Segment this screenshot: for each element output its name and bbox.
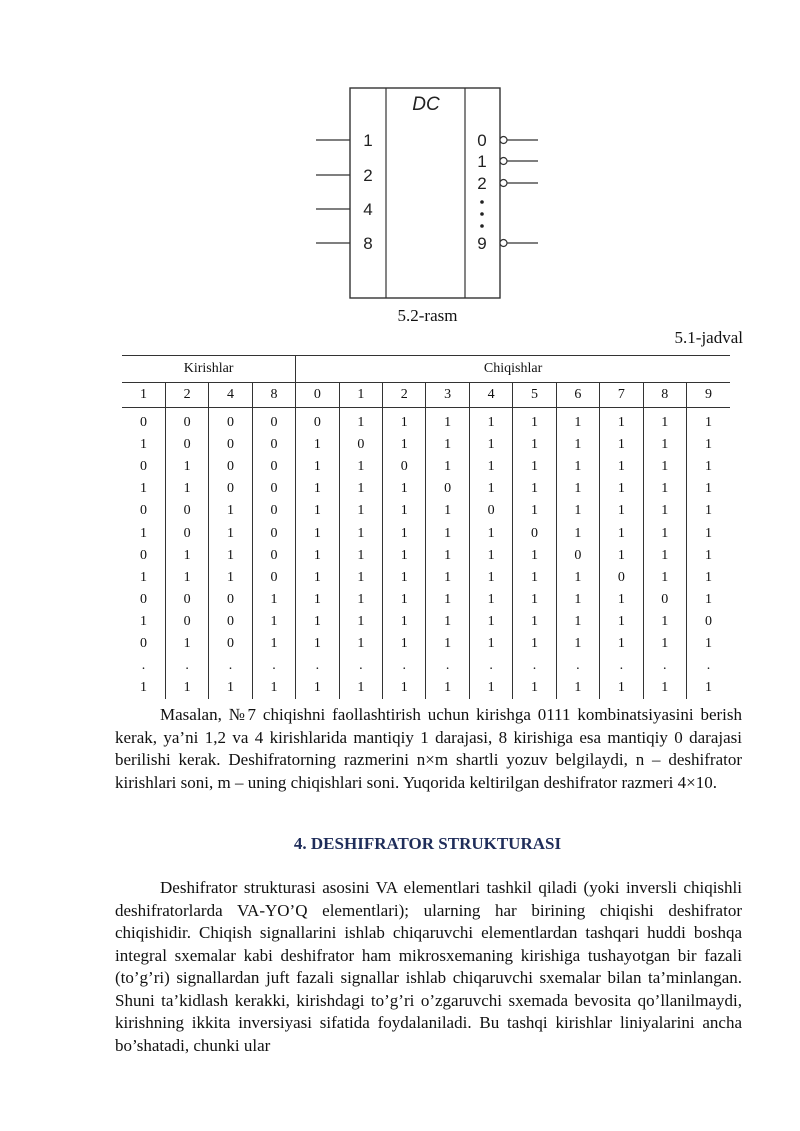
table-cell: 1 <box>600 677 643 699</box>
output-label-2: 2 <box>477 174 487 193</box>
decoder-block <box>350 88 500 298</box>
truth-table-container <box>122 355 730 699</box>
table-cell: 1 <box>383 434 426 456</box>
table-cell: 1 <box>513 589 556 611</box>
table-cell: 1 <box>704 503 712 519</box>
table-cell: 1 <box>469 478 512 500</box>
table-row <box>122 456 730 478</box>
table-cell: 1 <box>704 437 712 453</box>
table-cell: 1 <box>426 567 469 589</box>
table-cell: 0 <box>426 478 469 500</box>
table-cell: 0 <box>704 613 712 629</box>
output-label-9: 9 <box>477 234 487 253</box>
table-cell: 0 <box>209 478 252 500</box>
table-cell: 0 <box>122 589 165 611</box>
table-cell: 1 <box>600 522 643 544</box>
table-cell: 1 <box>252 677 295 699</box>
paragraph-2: Deshifrator strukturasi asosini VA elementlari tashkil qiladi (yoki inversli chiqishli deshifratorlarda VA-YO’Q elementlari); ularning har birining chiqishi deshifrator chiqishidir. Chiqish signallarini ishlab chiqaruvchi elementlardan tashqari huddi boshqa integral sxemalar kabi deshifrator ham mikrosxemaning kirishiga tushayotgan bir fazali (to’g’ri) signallardan juft fazali signallar ishlab chiqaruvchi sxemalar bilan ta’minlangan. Shuni ta’kidlash kerakki, kirishdagi to’g’ri o’zgaruvchi sxemada bevosita qo’llanilmaydi, kirishning ikkita inversiyasi sifatida foydalaniladi. Bu tashqi kirishlar liniyalarini ancha bo’shatadi, chunki ular <box>115 878 742 1055</box>
table-cell: 0 <box>165 589 208 611</box>
table-cell: 1 <box>426 633 469 655</box>
truth-table <box>122 355 730 699</box>
table-cell: 0 <box>252 545 295 567</box>
table-cell: 1 <box>383 500 426 522</box>
table-cell: 1 <box>296 545 339 567</box>
table-cell: 1 <box>426 677 469 699</box>
table-cell: 1 <box>556 408 599 435</box>
table-cell: 1 <box>469 545 512 567</box>
table-cell: 1 <box>426 434 469 456</box>
table-row <box>122 545 730 567</box>
table-cell: 1 <box>339 589 382 611</box>
table-cell: 0 <box>122 545 165 567</box>
table-cell: 0 <box>209 434 252 456</box>
table-cell: 1 <box>600 500 643 522</box>
table-cell: . <box>706 658 711 674</box>
table-cell: . <box>165 655 208 677</box>
table-cell: 1 <box>513 456 556 478</box>
table-cell: . <box>296 655 339 677</box>
table-cell: 1 <box>252 589 295 611</box>
table-cell: 1 <box>556 567 599 589</box>
table-cell: 1 <box>383 478 426 500</box>
table-cell: 1 <box>426 500 469 522</box>
table-cell: 1 <box>643 677 686 699</box>
table-row <box>122 408 730 435</box>
column-header-output: 8 <box>643 383 686 408</box>
input-label-2: 2 <box>363 166 373 185</box>
table-cell: 0 <box>252 522 295 544</box>
table-cell: 1 <box>513 500 556 522</box>
table-cell: 1 <box>643 478 686 500</box>
column-header-input: 2 <box>165 383 208 408</box>
table-cell: 0 <box>209 408 252 435</box>
table-cell: 0 <box>513 522 556 544</box>
table-cell: . <box>513 655 556 677</box>
table-cell: 0 <box>252 567 295 589</box>
table-cell: 1 <box>556 522 599 544</box>
table-cell: 1 <box>383 545 426 567</box>
table-cell: 1 <box>704 569 712 585</box>
table-cell: 1 <box>469 408 512 435</box>
table-cell: 1 <box>209 567 252 589</box>
table-cell: 1 <box>513 545 556 567</box>
table-cell: 1 <box>383 589 426 611</box>
table-cell: 1 <box>339 500 382 522</box>
table-cell: 1 <box>383 408 426 435</box>
table-cell: 1 <box>600 478 643 500</box>
table-cell: 0 <box>122 456 165 478</box>
table-cell: 1 <box>296 677 339 699</box>
table-cell: 1 <box>339 677 382 699</box>
table-cell: 1 <box>643 408 686 435</box>
table-cell: 1 <box>296 478 339 500</box>
table-cell: 1 <box>426 522 469 544</box>
table-cell: 1 <box>339 522 382 544</box>
table-cell: . <box>252 655 295 677</box>
column-header-output: 4 <box>469 383 512 408</box>
table-row <box>122 677 730 699</box>
table-cell: 1 <box>513 434 556 456</box>
table-cell: 1 <box>469 589 512 611</box>
column-header-output: 9 <box>686 383 730 408</box>
table-cell: 1 <box>513 408 556 435</box>
table-cell: 1 <box>556 500 599 522</box>
table-cell: . <box>383 655 426 677</box>
table-cell: 1 <box>643 434 686 456</box>
table-cell: 0 <box>252 500 295 522</box>
table-cell: . <box>209 655 252 677</box>
table-cell: 1 <box>556 611 599 633</box>
table-cell: 1 <box>704 680 712 696</box>
table-cell: 1 <box>704 635 712 651</box>
table-cell: 0 <box>122 408 165 435</box>
table-cell: 0 <box>252 434 295 456</box>
table-row <box>122 567 730 589</box>
table-cell: 0 <box>252 478 295 500</box>
table-cell: 1 <box>426 611 469 633</box>
table-cell: 1 <box>556 633 599 655</box>
table-cell: 1 <box>469 434 512 456</box>
table-row <box>122 500 730 522</box>
table-cell: 1 <box>643 456 686 478</box>
table-cell: . <box>469 655 512 677</box>
table-cell: . <box>122 655 165 677</box>
table-cell: 1 <box>296 456 339 478</box>
table-cell: 1 <box>426 589 469 611</box>
table-cell: 1 <box>339 611 382 633</box>
input-lines <box>316 140 350 243</box>
table-cell: 1 <box>339 478 382 500</box>
table-row <box>122 522 730 544</box>
table-cell: 0 <box>252 408 295 435</box>
table-cell: 1 <box>643 611 686 633</box>
table-cell: 1 <box>704 415 712 431</box>
table-cell: . <box>643 655 686 677</box>
decoder-diagram <box>300 80 560 310</box>
table-cell: 1 <box>600 589 643 611</box>
table-cell: 1 <box>296 567 339 589</box>
table-cell: 1 <box>383 522 426 544</box>
table-cell: 0 <box>165 611 208 633</box>
table-cell: 0 <box>122 500 165 522</box>
table-cell: 1 <box>469 456 512 478</box>
table-cell: 0 <box>165 500 208 522</box>
table-cell: 1 <box>296 434 339 456</box>
table-cell: 1 <box>209 522 252 544</box>
table-cell: 1 <box>600 408 643 435</box>
table-cell: 1 <box>165 456 208 478</box>
table-cell: 1 <box>165 478 208 500</box>
table-cell: 1 <box>383 633 426 655</box>
table-cell: 1 <box>122 434 165 456</box>
table-cell: 1 <box>339 545 382 567</box>
column-header-output: 7 <box>600 383 643 408</box>
table-cell: 1 <box>339 567 382 589</box>
input-label-1: 1 <box>363 131 373 150</box>
table-row <box>122 655 730 677</box>
paragraph-1-container <box>115 704 742 794</box>
table-cell: 0 <box>252 456 295 478</box>
table-cell: 1 <box>513 677 556 699</box>
table-cell: . <box>556 655 599 677</box>
table-cell: 1 <box>122 677 165 699</box>
table-cell: 1 <box>296 633 339 655</box>
table-cell: 1 <box>296 589 339 611</box>
table-cell: 1 <box>209 500 252 522</box>
table-cell: 1 <box>643 633 686 655</box>
table-row <box>122 434 730 456</box>
table-cell: 0 <box>165 408 208 435</box>
table-cell: 1 <box>165 633 208 655</box>
table-cell: 1 <box>209 677 252 699</box>
table-cell: 1 <box>426 545 469 567</box>
table-row <box>122 478 730 500</box>
table-cell: 1 <box>426 408 469 435</box>
table-cell: 1 <box>122 478 165 500</box>
section-heading: 4. DESHIFRATOR STRUKTURASI <box>293 834 562 853</box>
table-cell: 0 <box>165 434 208 456</box>
column-header-output: 2 <box>383 383 426 408</box>
table-cell: 1 <box>643 522 686 544</box>
table-cell: 1 <box>513 633 556 655</box>
table-cell: 0 <box>209 611 252 633</box>
table-cell: 1 <box>165 545 208 567</box>
table-cell: 1 <box>556 434 599 456</box>
output-lines <box>507 140 538 243</box>
decoder-title: DC <box>412 94 440 115</box>
table-cell: . <box>600 655 643 677</box>
table-cell: 1 <box>165 677 208 699</box>
input-label-8: 8 <box>363 234 373 253</box>
table-cell: 1 <box>600 611 643 633</box>
table-cell: 0 <box>209 589 252 611</box>
table-cell: 1 <box>165 567 208 589</box>
table-cell: 1 <box>209 545 252 567</box>
table-cell: 1 <box>704 525 712 541</box>
table-cell: 0 <box>469 500 512 522</box>
column-header-output: 0 <box>296 383 339 408</box>
table-cell: 1 <box>296 611 339 633</box>
table-cell: 1 <box>383 677 426 699</box>
table-row <box>122 633 730 655</box>
table-cell: 1 <box>296 522 339 544</box>
table-row <box>122 589 730 611</box>
table-cell: 1 <box>600 434 643 456</box>
table-cell: 1 <box>426 456 469 478</box>
figure-caption: 5.2-rasm <box>397 306 458 325</box>
table-row <box>122 611 730 633</box>
table-cell: 1 <box>122 567 165 589</box>
table-cell: 1 <box>296 500 339 522</box>
table-cell: 0 <box>643 589 686 611</box>
table-cell: 1 <box>704 481 712 497</box>
table-cell: 1 <box>122 522 165 544</box>
table-cell: 1 <box>513 567 556 589</box>
table-cell: 1 <box>513 611 556 633</box>
column-header-input: 4 <box>209 383 252 408</box>
table-cell: 1 <box>339 456 382 478</box>
table-body <box>122 408 730 700</box>
table-cell: 1 <box>469 522 512 544</box>
table-cell: 1 <box>704 547 712 563</box>
table-cell: 1 <box>600 456 643 478</box>
column-header-output: 6 <box>556 383 599 408</box>
output-ellipsis-dots <box>480 200 484 228</box>
column-header-input: 1 <box>122 383 165 408</box>
table-cell: 1 <box>252 611 295 633</box>
table-cell: 0 <box>122 633 165 655</box>
column-header-output: 3 <box>426 383 469 408</box>
paragraph-1: Masalan, №7 chiqishni faollashtirish uchun kirishga 0111 kombinatsiyasini berish kerak, ya’ni 1,2 va 4 kirishlarida mantiqiy 1 darajasi, 8 kirishiga esa mantiqiy 0 darajasi berilishi kerak. Deshifratorning razmerini n×m shartli yozuv belgilaydi, n – deshifrator kirishlari soni, m – uning chiqishlari soni. Yuqorida keltirilgan deshifrator razmeri 4×10. <box>115 705 742 792</box>
table-cell: 0 <box>296 408 339 435</box>
table-cell: 1 <box>600 545 643 567</box>
table-cell: 0 <box>556 545 599 567</box>
table-cell: 1 <box>556 478 599 500</box>
table-cell: 0 <box>339 434 382 456</box>
column-header-output: 1 <box>339 383 382 408</box>
table-cell: 1 <box>704 459 712 475</box>
table-cell: 1 <box>469 633 512 655</box>
column-header-row <box>122 383 730 408</box>
table-cell: 1 <box>643 500 686 522</box>
column-header-output: 5 <box>513 383 556 408</box>
table-cell: 1 <box>383 611 426 633</box>
table-cell: 0 <box>383 456 426 478</box>
table-cell: 1 <box>469 677 512 699</box>
table-cell: . <box>339 655 382 677</box>
outputs-group-header: Chiqishlar <box>296 356 730 383</box>
table-cell: 1 <box>704 591 712 607</box>
output-label-0: 0 <box>477 131 487 150</box>
table-cell: . <box>426 655 469 677</box>
table-cell: 1 <box>513 478 556 500</box>
inputs-group-header: Kirishlar <box>122 356 296 383</box>
table-cell: 1 <box>600 633 643 655</box>
paragraph-2-container <box>115 877 742 1057</box>
table-cell: 1 <box>556 456 599 478</box>
table-cell: 1 <box>469 567 512 589</box>
table-cell: 1 <box>556 677 599 699</box>
table-cell: 0 <box>209 456 252 478</box>
table-cell: 1 <box>339 633 382 655</box>
table-cell: 0 <box>600 567 643 589</box>
table-caption: 5.1-jadval <box>674 328 743 347</box>
table-cell: 1 <box>252 633 295 655</box>
table-cell: 1 <box>556 589 599 611</box>
output-label-1: 1 <box>477 152 487 171</box>
table-cell: 0 <box>209 633 252 655</box>
table-cell: 1 <box>643 545 686 567</box>
input-label-4: 4 <box>363 200 373 219</box>
table-cell: 0 <box>165 522 208 544</box>
table-cell: 1 <box>383 567 426 589</box>
output-inversion-circles <box>500 137 507 247</box>
table-cell: 1 <box>122 611 165 633</box>
table-cell: 1 <box>339 408 382 435</box>
table-cell: 1 <box>643 567 686 589</box>
column-header-input: 8 <box>252 383 295 408</box>
table-cell: 1 <box>469 611 512 633</box>
